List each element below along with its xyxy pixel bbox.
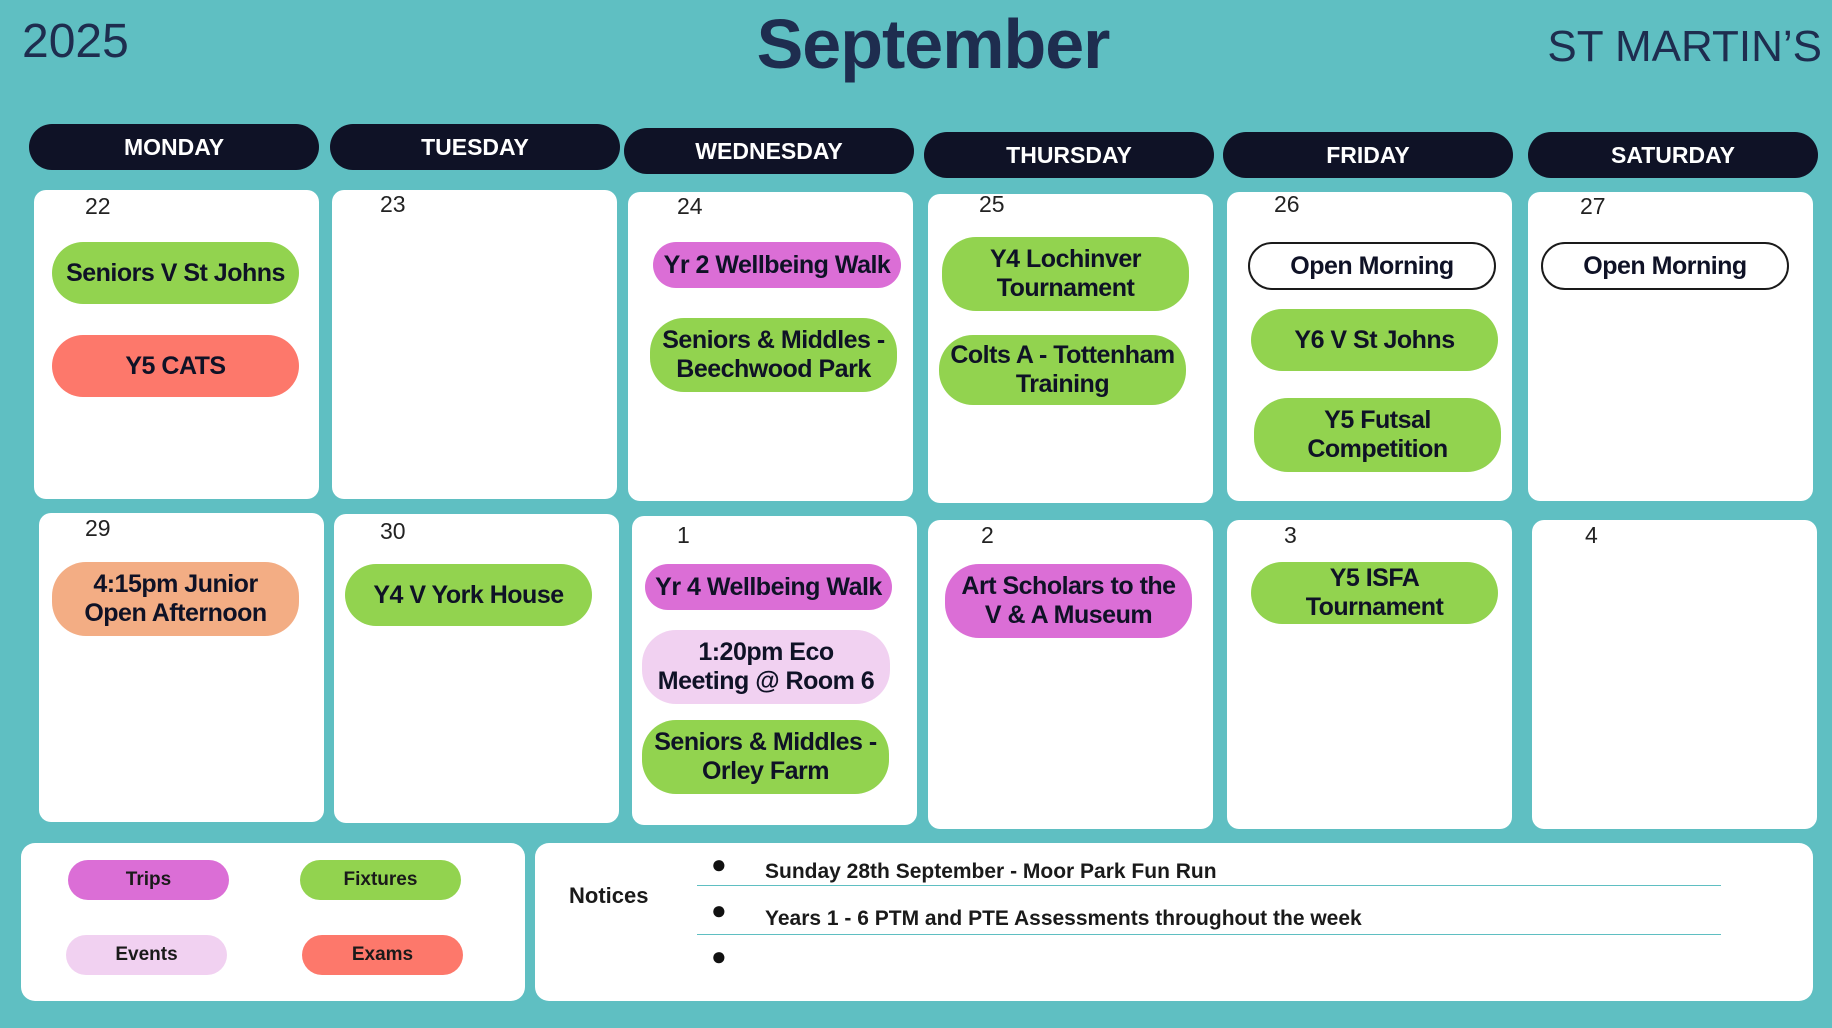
event-fixture[interactable]: Y5 ISFA Tournament xyxy=(1251,562,1498,624)
event-open-morning[interactable]: Open Morning xyxy=(1541,242,1789,290)
legend-exams: Exams xyxy=(302,935,463,975)
bullet-icon: ● xyxy=(711,941,727,971)
notice-item: Years 1 - 6 PTM and PTE Assessments throughout the week xyxy=(765,907,1362,930)
day-header-thursday: THURSDAY xyxy=(924,132,1214,178)
bullet-icon: ● xyxy=(711,895,727,925)
event-open-morning[interactable]: Open Morning xyxy=(1248,242,1496,290)
day-number: 27 xyxy=(1580,193,1606,219)
day-cell-29[interactable] xyxy=(39,513,324,822)
event-trip[interactable]: Yr 2 Wellbeing Walk xyxy=(653,242,901,288)
day-number: 4 xyxy=(1585,522,1598,548)
event-fixture[interactable]: Seniors V St Johns xyxy=(52,242,299,304)
notices-panel xyxy=(535,843,1813,1001)
event-fixture[interactable]: Y4 V York House xyxy=(345,564,592,626)
divider xyxy=(697,934,1721,935)
event-trip[interactable]: Art Scholars to the V & A Museum xyxy=(945,564,1192,638)
day-cell-27[interactable] xyxy=(1528,192,1813,501)
event-fixture[interactable]: Y6 V St Johns xyxy=(1251,309,1498,371)
event-exam[interactable]: Y5 CATS xyxy=(52,335,299,397)
day-cell-23[interactable] xyxy=(332,190,617,499)
day-number: 30 xyxy=(380,518,406,544)
day-number: 25 xyxy=(979,191,1005,217)
legend-fixtures: Fixtures xyxy=(300,860,461,900)
event-fixture[interactable]: Colts A - Tottenham Training xyxy=(939,335,1186,405)
day-header-saturday: SATURDAY xyxy=(1528,132,1818,178)
day-header-friday: FRIDAY xyxy=(1223,132,1513,178)
day-number: 26 xyxy=(1274,191,1300,217)
day-number: 29 xyxy=(85,515,111,541)
day-number: 1 xyxy=(677,522,690,548)
divider xyxy=(697,885,1721,886)
legend-panel xyxy=(21,843,525,1001)
day-number: 3 xyxy=(1284,522,1297,548)
event-open-afternoon[interactable]: 4:15pm Junior Open Afternoon xyxy=(52,562,299,636)
day-header-wednesday: WEDNESDAY xyxy=(624,128,914,174)
legend-trips: Trips xyxy=(68,860,229,900)
event-fixture[interactable]: Y5 Futsal Competition xyxy=(1254,398,1501,472)
legend-events: Events xyxy=(66,935,227,975)
day-header-monday: MONDAY xyxy=(29,124,319,170)
event-fixture[interactable]: Y4 Lochinver Tournament xyxy=(942,237,1189,311)
day-number: 2 xyxy=(981,522,994,548)
event-fixture[interactable]: Seniors & Middles - Beechwood Park xyxy=(650,318,897,392)
bullet-icon: ● xyxy=(711,849,727,879)
event-fixture[interactable]: Seniors & Middles - Orley Farm xyxy=(642,720,889,794)
year-label: 2025 xyxy=(22,15,129,68)
day-header-tuesday: TUESDAY xyxy=(330,124,620,170)
event-trip[interactable]: Yr 4 Wellbeing Walk xyxy=(645,564,892,610)
day-cell-4[interactable] xyxy=(1532,520,1817,829)
day-number: 22 xyxy=(85,193,111,219)
month-title: September xyxy=(756,5,1110,83)
notices-title: Notices xyxy=(569,883,649,908)
notice-item: Sunday 28th September - Moor Park Fun Run xyxy=(765,860,1217,883)
event-school-event[interactable]: 1:20pm Eco Meeting @ Room 6 xyxy=(642,630,890,704)
school-name: ST MARTIN’S xyxy=(1547,22,1822,71)
day-cell-30[interactable] xyxy=(334,514,619,823)
day-number: 24 xyxy=(677,193,703,219)
day-number: 23 xyxy=(380,191,406,217)
